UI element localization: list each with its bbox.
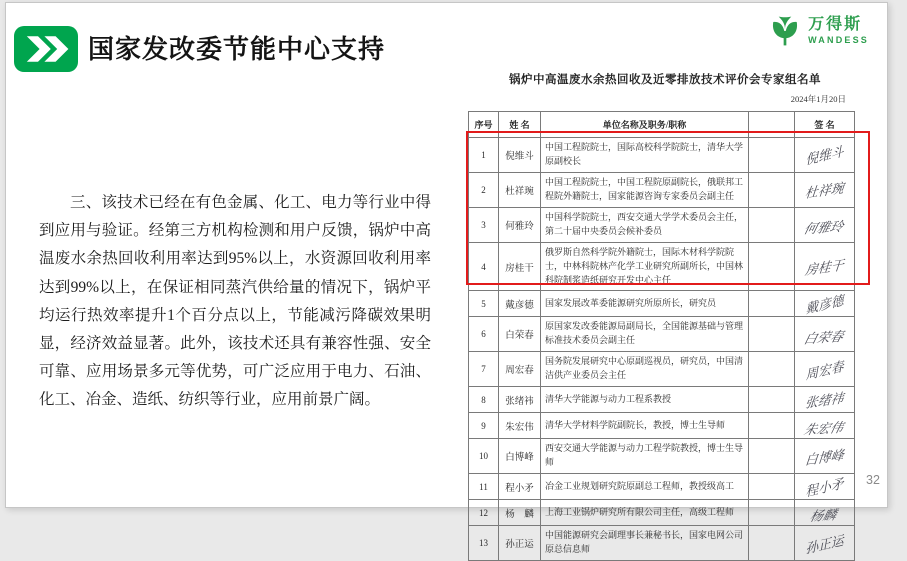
cell-unit-title: 中国工程院院士，中国工程院原副院长，俄联邦工程院外籍院士，国家能源咨询专家委员会副主任 xyxy=(541,172,749,207)
cell-blank xyxy=(749,352,795,387)
handwritten-signature: 程小矛 xyxy=(805,476,845,501)
table-row xyxy=(469,291,855,317)
cell-name: 白荣春 xyxy=(499,317,541,352)
roster-title: 锅炉中高温废水余热回收及近零排放技术评价会专家组名单 xyxy=(509,74,821,86)
body-paragraph: 三、该技术已经在有色金属、化工、电力等行业中得到应用与验证。经第三方机构检测和用户反馈，锅炉中高温废水余热回收利用率达到95%以上，水资源回收利用率达到99%以上，在保证相同蒸汽供给量的情况下，锅炉平均运行热效率提升1个百分点以上，节能减污降碳效果明显，经济效益显著。此外，该技术还具有兼容性强、安全可靠、应用场景多元等优势，可广泛应用于电力、石油、化工、冶金、造纸、纺织等行业，应用前景广阔。 xyxy=(39,194,431,409)
cell-signature xyxy=(795,317,855,352)
col-header-blank xyxy=(749,112,795,138)
cell-signature xyxy=(795,387,855,413)
handwritten-signature: 房桂干 xyxy=(804,258,845,279)
handwritten-signature: 戴彦德 xyxy=(805,293,845,318)
handwritten-signature: 杨麟 xyxy=(808,508,839,526)
slide-canvas xyxy=(5,2,888,558)
cell-unit-title: 中国工程院院士，国际高校科学院院士，清华大学原副校长 xyxy=(541,138,749,173)
handwritten-signature: 杜祥琬 xyxy=(804,181,845,203)
brand-name-cn: 万得斯 xyxy=(808,16,863,33)
cell-unit-title: 上海工业锅炉研究所有限公司主任，高级工程师 xyxy=(541,500,749,526)
double-chevron-icon xyxy=(14,26,78,72)
cell-signature xyxy=(795,172,855,207)
table-row xyxy=(469,172,855,207)
leaf-icon xyxy=(767,13,803,49)
cell-index: 3 xyxy=(469,207,499,242)
cell-blank xyxy=(749,242,795,291)
cell-name: 杜祥琬 xyxy=(499,172,541,207)
cell-signature xyxy=(795,526,855,561)
handwritten-signature: 白博峰 xyxy=(804,447,845,469)
cell-name: 何雅玲 xyxy=(499,207,541,242)
roster-header-row xyxy=(469,112,855,138)
brand-name-en: WANDESS xyxy=(808,35,869,45)
cell-blank xyxy=(749,474,795,500)
cell-signature xyxy=(795,138,855,173)
brand-logo xyxy=(767,13,869,49)
cell-index: 2 xyxy=(469,172,499,207)
cell-index: 5 xyxy=(469,291,499,317)
page-number: 32 xyxy=(866,473,880,487)
table-row xyxy=(469,207,855,242)
cell-signature xyxy=(795,439,855,474)
table-row xyxy=(469,242,855,291)
cell-name: 白博峰 xyxy=(499,439,541,474)
cell-unit-title: 俄罗斯自然科学院外籍院士，国际木材科学院院士，中林科院林产化学工业研究所副所长，中国林科院制浆造纸研究开发中心主任 xyxy=(541,242,749,291)
cell-blank xyxy=(749,387,795,413)
chevrons-glyph xyxy=(20,33,72,65)
table-row xyxy=(469,500,855,526)
cell-index: 6 xyxy=(469,317,499,352)
handwritten-signature: 朱宏伟 xyxy=(802,420,845,439)
cell-name: 房桂干 xyxy=(499,242,541,291)
cell-signature xyxy=(795,413,855,439)
cell-index: 4 xyxy=(469,242,499,291)
cell-name: 孙正运 xyxy=(499,526,541,561)
col-header-signature: 签 名 xyxy=(795,112,855,138)
cell-signature xyxy=(795,474,855,500)
cell-index: 7 xyxy=(469,352,499,387)
cell-blank xyxy=(749,138,795,173)
cell-unit-title: 国务院发展研究中心原副巡视员，研究员，中国清洁供产业委员会主任 xyxy=(541,352,749,387)
cell-index: 8 xyxy=(469,387,499,413)
cell-name: 杨 麟 xyxy=(499,500,541,526)
cell-blank xyxy=(749,172,795,207)
cell-index: 13 xyxy=(469,526,499,561)
cell-signature xyxy=(795,500,855,526)
handwritten-signature: 何雅玲 xyxy=(802,219,845,238)
table-row xyxy=(469,474,855,500)
page-title: 国家发改委节能中心支持 xyxy=(88,34,386,64)
cell-unit-title: 清华大学能源与动力工程系教授 xyxy=(541,387,749,413)
cell-blank xyxy=(749,439,795,474)
cell-blank xyxy=(749,413,795,439)
cell-signature xyxy=(795,242,855,291)
cell-unit-title: 原国家发改委能源局副局长，全国能源基础与管理标准技术委员会副主任 xyxy=(541,317,749,352)
cell-index: 11 xyxy=(469,474,499,500)
handwritten-signature: 张绪祎 xyxy=(804,391,845,413)
cell-index: 12 xyxy=(469,500,499,526)
col-header-name: 姓 名 xyxy=(499,112,541,138)
col-header-no: 序号 xyxy=(469,112,499,138)
cell-name: 张绪祎 xyxy=(499,387,541,413)
cell-blank xyxy=(749,291,795,317)
cell-blank xyxy=(749,526,795,561)
cell-blank xyxy=(749,500,795,526)
cell-unit-title: 西安交通大学能源与动力工程学院教授，博士生导师 xyxy=(541,439,749,474)
cell-unit-title: 中国科学院院士，西安交通大学学术委员会主任，第二十届中央委员会候补委员 xyxy=(541,207,749,242)
cell-unit-title: 冶金工业规划研究院原副总工程师，教授级高工 xyxy=(541,474,749,500)
cell-signature xyxy=(795,352,855,387)
cell-unit-title: 清华大学材料学院副院长，教授，博士生导师 xyxy=(541,413,749,439)
cell-signature xyxy=(795,207,855,242)
table-row xyxy=(469,526,855,561)
table-row xyxy=(469,439,855,474)
cell-index: 10 xyxy=(469,439,499,474)
roster-date: 2024年1月20日 xyxy=(790,94,846,104)
handwritten-signature: 周宏春 xyxy=(805,359,845,384)
cell-name: 周宏春 xyxy=(499,352,541,387)
col-header-unit: 单位名称及职务/职称 xyxy=(541,112,749,138)
handwritten-signature: 孙正运 xyxy=(805,533,845,558)
handwritten-signature: 倪维斗 xyxy=(805,144,845,169)
cell-name: 戴彦德 xyxy=(499,291,541,317)
cell-index: 9 xyxy=(469,413,499,439)
table-row xyxy=(469,413,855,439)
table-row xyxy=(469,352,855,387)
cell-name: 朱宏伟 xyxy=(499,413,541,439)
table-row xyxy=(469,138,855,173)
cell-unit-title: 中国能源研究会副理事长兼秘书长，国家电网公司原总信息师 xyxy=(541,526,749,561)
cell-signature xyxy=(795,291,855,317)
cell-blank xyxy=(749,317,795,352)
roster-body xyxy=(469,138,855,561)
handwritten-signature: 白荣春 xyxy=(802,329,845,348)
cell-blank xyxy=(749,207,795,242)
cell-unit-title: 国家发展改革委能源研究所原所长，研究员 xyxy=(541,291,749,317)
cell-name: 程小矛 xyxy=(499,474,541,500)
cell-name: 倪维斗 xyxy=(499,138,541,173)
table-row xyxy=(469,317,855,352)
table-row xyxy=(469,387,855,413)
roster-table xyxy=(468,111,855,561)
cell-index: 1 xyxy=(469,138,499,173)
expert-roster-document xyxy=(464,61,866,558)
